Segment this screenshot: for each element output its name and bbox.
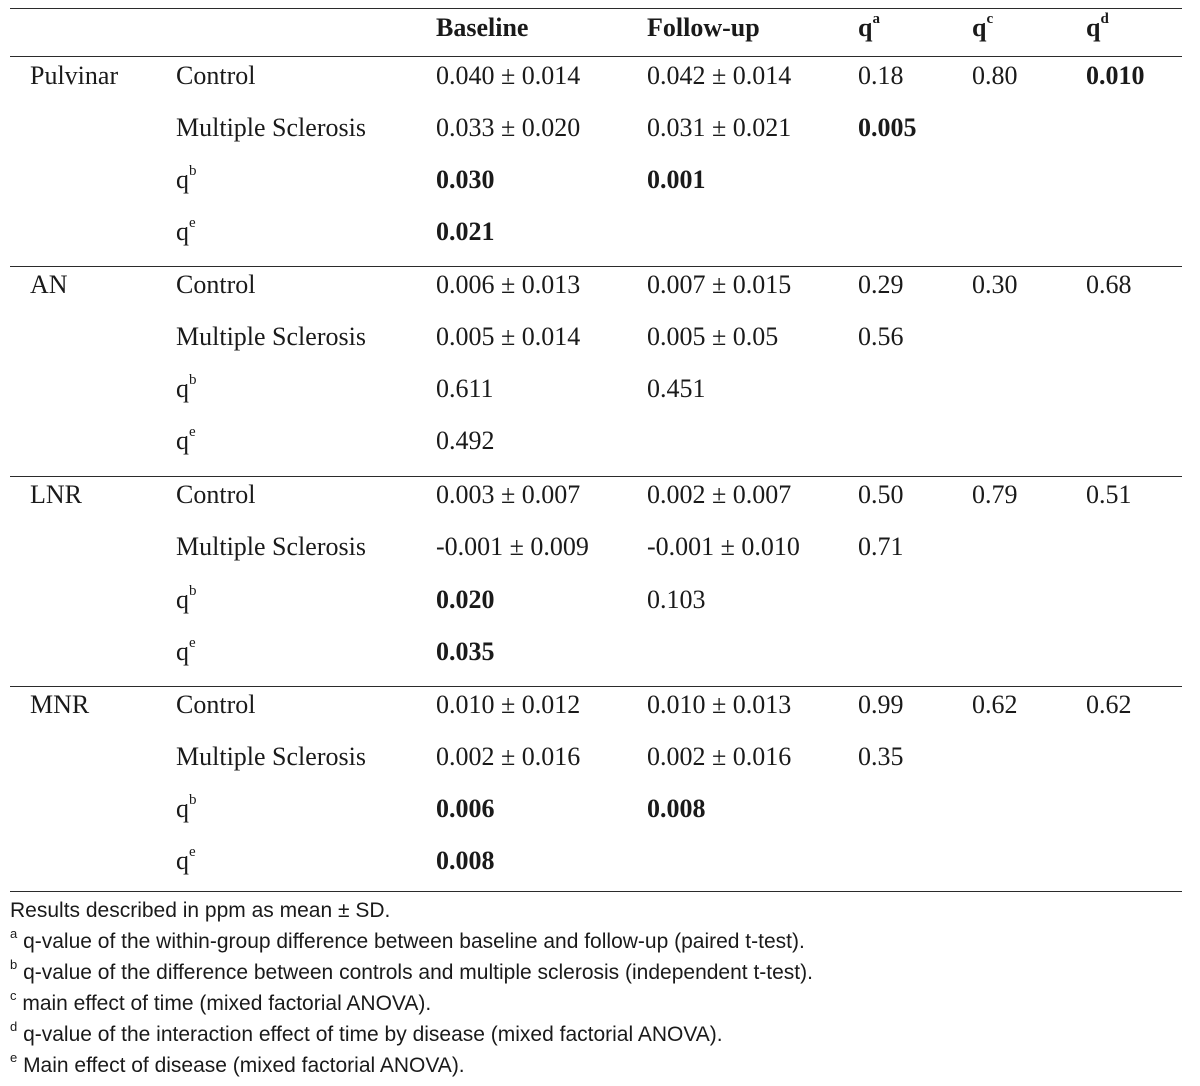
row-control-label: Control: [176, 270, 256, 299]
ms-baseline: 0.005 ± 0.014: [436, 322, 581, 351]
header-followup: Follow-up: [647, 13, 760, 42]
control-followup: 0.042 ± 0.014: [647, 61, 792, 90]
table-bottom-rule: [10, 891, 1182, 892]
section-rule-lnr: [10, 476, 1182, 477]
row-control-label: Control: [176, 480, 256, 509]
control-qd: 0.51: [1086, 480, 1132, 509]
control-qa: 0.50: [858, 480, 904, 509]
region-label: Pulvinar: [30, 61, 119, 90]
row-ms-label: Multiple Sclerosis: [176, 742, 366, 771]
qe-baseline: 0.035: [436, 637, 495, 666]
row-control-label: Control: [176, 690, 256, 719]
control-followup: 0.007 ± 0.015: [647, 270, 792, 299]
footnote-c: $^c$ main effect of time (mixed factorial ANOVA).: [10, 988, 432, 1015]
control-qa: 0.99: [858, 690, 904, 719]
section-rule-an: [10, 266, 1182, 267]
row-qb-label: $q^b$: [176, 792, 197, 823]
ms-qa: 0.005: [858, 113, 917, 142]
control-qd: 0.010: [1086, 61, 1145, 90]
control-qc: 0.30: [972, 270, 1018, 299]
qb-followup: 0.451: [647, 374, 706, 403]
row-qb-label: $q^b$: [176, 163, 197, 194]
header-qc: $q^c$: [972, 11, 994, 42]
region-label: MNR: [30, 690, 90, 719]
row-qb-label: $q^b$: [176, 583, 197, 614]
control-qc: 0.62: [972, 690, 1018, 719]
control-followup: 0.010 ± 0.013: [647, 690, 792, 719]
ms-followup: 0.002 ± 0.016: [647, 742, 792, 771]
qb-followup: 0.001: [647, 165, 706, 194]
ms-baseline: -0.001 ± 0.009: [436, 532, 589, 561]
row-qe-label: $q^e$: [176, 844, 196, 875]
qb-followup: 0.103: [647, 585, 706, 614]
ms-followup: 0.031 ± 0.021: [647, 113, 792, 142]
control-qd: 0.68: [1086, 270, 1132, 299]
row-ms-label: Multiple Sclerosis: [176, 113, 366, 142]
control-qa: 0.29: [858, 270, 904, 299]
row-qe-label: $q^e$: [176, 635, 196, 666]
qe-baseline: 0.021: [436, 217, 495, 246]
row-control-label: Control: [176, 61, 256, 90]
header-baseline: Baseline: [436, 13, 529, 42]
footnote-d: $^d$ q-value of the interaction effect of time by disease (mixed factorial ANOVA).: [10, 1019, 723, 1046]
section-rule-mnr: [10, 686, 1182, 687]
header-rule: [10, 56, 1182, 57]
header-qa: $q^a$: [858, 11, 880, 42]
table-top-rule: [10, 8, 1182, 9]
ms-followup: 0.005 ± 0.05: [647, 322, 779, 351]
control-qc: 0.79: [972, 480, 1018, 509]
qb-baseline: 0.611: [436, 374, 494, 403]
region-label: AN: [30, 270, 68, 299]
qb-followup: 0.008: [647, 794, 706, 823]
qe-baseline: 0.492: [436, 426, 495, 455]
control-qd: 0.62: [1086, 690, 1132, 719]
control-baseline: 0.010 ± 0.012: [436, 690, 581, 719]
ms-qa: 0.35: [858, 742, 904, 771]
footnote-b: $^b$ q-value of the difference between controls and multiple sclerosis (independent t-test).: [10, 957, 813, 984]
row-ms-label: Multiple Sclerosis: [176, 532, 366, 561]
row-qe-label: $q^e$: [176, 215, 196, 246]
control-followup: 0.002 ± 0.007: [647, 480, 792, 509]
control-baseline: 0.040 ± 0.014: [436, 61, 581, 90]
ms-qa: 0.56: [858, 322, 904, 351]
row-qe-label: $q^e$: [176, 424, 196, 455]
qb-baseline: 0.020: [436, 585, 495, 614]
footnote-units: Results described in ppm as mean ± SD.: [10, 899, 391, 922]
ms-qa: 0.71: [858, 532, 904, 561]
control-qa: 0.18: [858, 61, 904, 90]
header-qd: $q^d$: [1086, 11, 1109, 42]
control-baseline: 0.006 ± 0.013: [436, 270, 581, 299]
control-qc: 0.80: [972, 61, 1018, 90]
qb-baseline: 0.030: [436, 165, 495, 194]
footnote-a: $^a$ q-value of the within-group difference between baseline and follow-up (paired t-test).: [10, 926, 805, 953]
region-label: LNR: [30, 480, 82, 509]
row-ms-label: Multiple Sclerosis: [176, 322, 366, 351]
ms-baseline: 0.033 ± 0.020: [436, 113, 581, 142]
qe-baseline: 0.008: [436, 846, 495, 875]
ms-baseline: 0.002 ± 0.016: [436, 742, 581, 771]
row-qb-label: $q^b$: [176, 372, 197, 403]
footnote-e: $^e$ Main effect of disease (mixed factorial ANOVA).: [10, 1050, 465, 1077]
control-baseline: 0.003 ± 0.007: [436, 480, 581, 509]
qb-baseline: 0.006: [436, 794, 495, 823]
ms-followup: -0.001 ± 0.010: [647, 532, 800, 561]
